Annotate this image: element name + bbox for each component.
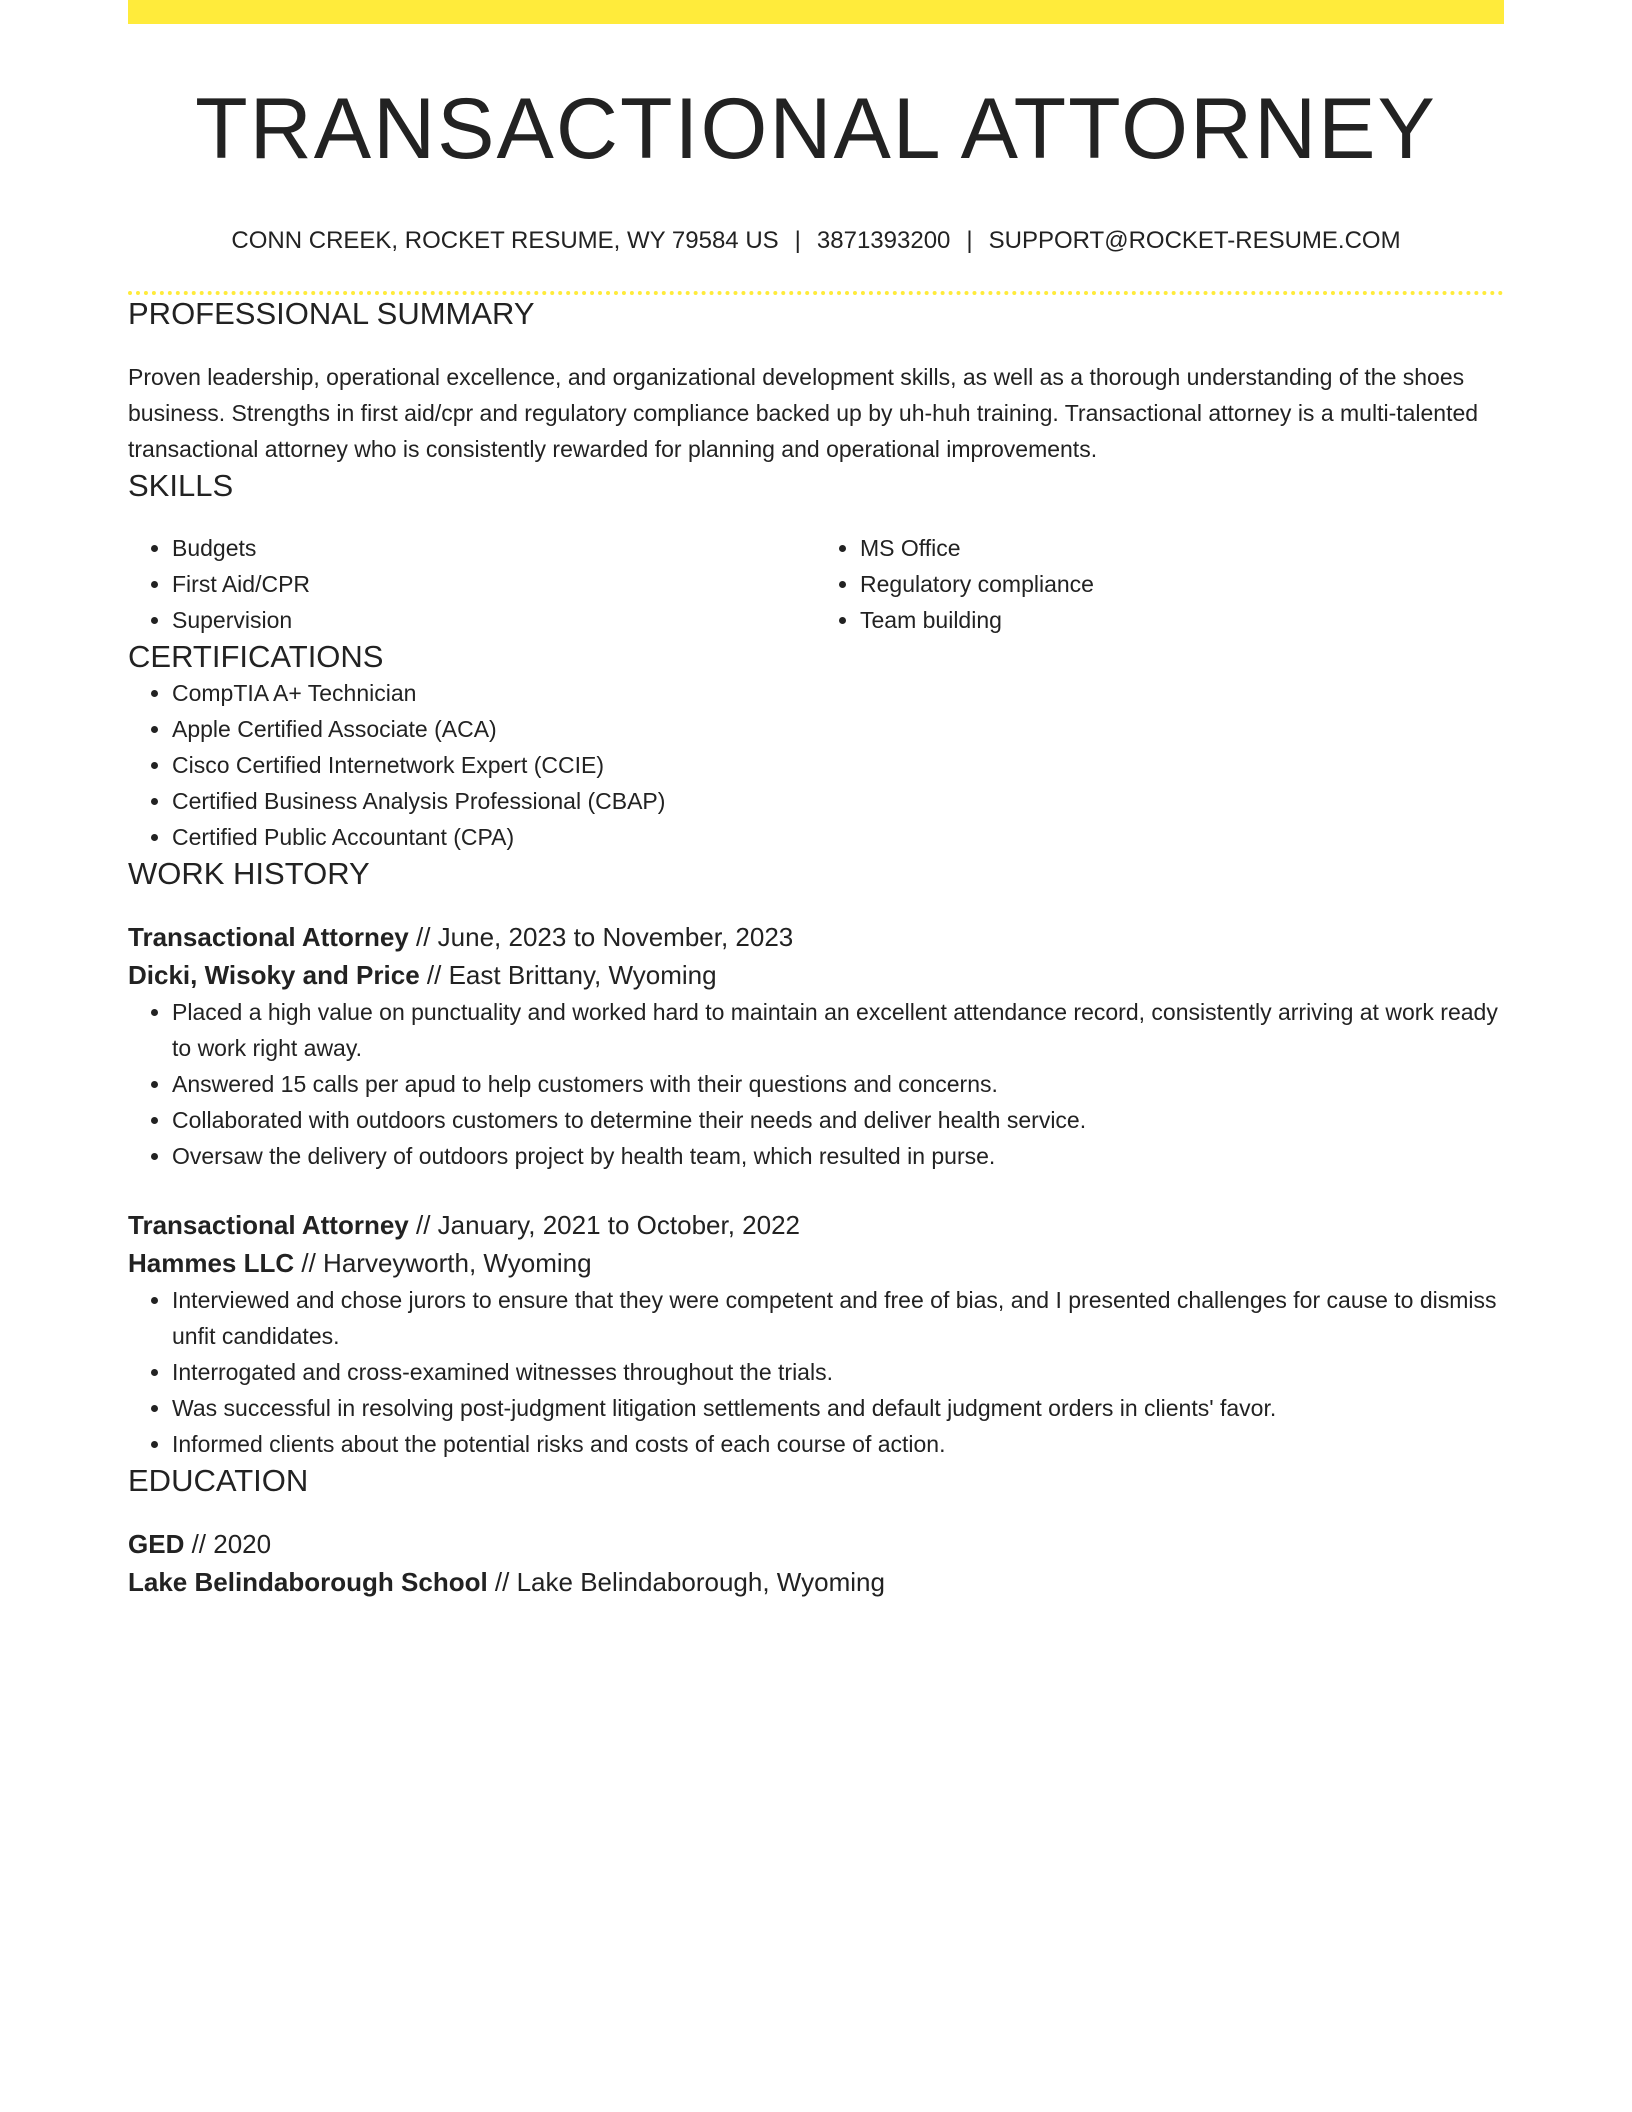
- summary-heading: PROFESSIONAL SUMMARY: [128, 296, 535, 332]
- education-entry: [128, 1525, 1504, 1601]
- education-location: // Lake Belindaborough, Wyoming: [487, 1567, 885, 1598]
- education-school-line: [128, 1563, 1504, 1601]
- contact-line: [128, 227, 1504, 256]
- contact-separator: |: [966, 226, 973, 254]
- education-heading: EDUCATION: [128, 1463, 309, 1499]
- certification-item: • Certified Business Analysis Professional (CBAP): [172, 783, 1504, 819]
- job-company: Dicki, Wisoky and Price: [128, 960, 420, 991]
- resume-page: [128, 0, 1504, 1601]
- contact-email: SUPPORT@ROCKET-RESUME.COM: [988, 226, 1401, 254]
- job-company: Hammes LLC: [128, 1248, 295, 1279]
- certification-item: • Cisco Certified Internetwork Expert (CCIE): [172, 747, 1504, 783]
- skills-column-left: [128, 530, 816, 638]
- contact-separator: |: [794, 226, 801, 254]
- certifications-heading: CERTIFICATIONS: [128, 638, 384, 674]
- education-year: // 2020: [184, 1529, 272, 1560]
- job-title-line: [128, 918, 1504, 956]
- resume-name: TRANSACTIONAL ATTORNEY: [195, 81, 1437, 177]
- job-bullet: • Interrogated and cross-examined witnesses throughout the trials.: [172, 1354, 1504, 1390]
- skill-item: • Budgets: [172, 530, 816, 566]
- job-bullet: • Answered 15 calls per apud to help customers with their questions and concerns.: [172, 1066, 1504, 1102]
- job-title: Transactional Attorney: [128, 1210, 409, 1241]
- skill-item: • First Aid/CPR: [172, 566, 816, 602]
- skill-item: • Supervision: [172, 602, 816, 638]
- job-title: Transactional Attorney: [128, 922, 409, 953]
- job-bullet: • Collaborated with outdoors customers to determine their needs and deliver health service.: [172, 1102, 1504, 1138]
- skill-item: • Team building: [860, 602, 1504, 638]
- certification-item: • Certified Public Accountant (CPA): [172, 819, 1504, 855]
- education-degree-line: [128, 1525, 1504, 1563]
- work-history-heading: WORK HISTORY: [128, 855, 370, 891]
- skills-heading: SKILLS: [128, 467, 234, 503]
- job-location: // East Brittany, Wyoming: [419, 960, 717, 991]
- job-bullet: • Placed a high value on punctuality and worked hard to maintain an excellent attendance record, consistently arriving at work ready to work right away.: [172, 994, 1504, 1066]
- contact-address: CONN CREEK, ROCKET RESUME, WY 79584 US: [231, 226, 779, 254]
- job-bullet: • Informed clients about the potential risks and costs of each course of action.: [172, 1426, 1504, 1462]
- education-degree: GED: [128, 1529, 185, 1560]
- job-bullet: • Oversaw the delivery of outdoors project by health team, which resulted in purse.: [172, 1138, 1504, 1174]
- job-dates: // January, 2021 to October, 2022: [408, 1210, 800, 1241]
- skill-item: • MS Office: [860, 530, 1504, 566]
- certifications-list: [128, 675, 1504, 855]
- certification-item: • CompTIA A+ Technician: [172, 675, 1504, 711]
- job-company-line: [128, 956, 1504, 994]
- job-bullets: [128, 1282, 1504, 1462]
- job-title-line: [128, 1206, 1504, 1244]
- job-company-line: [128, 1244, 1504, 1282]
- certification-item: • Apple Certified Associate (ACA): [172, 711, 1504, 747]
- skills-list: [128, 530, 1504, 638]
- job-bullet: • Was successful in resolving post-judgment litigation settlements and default judgment orders in clients' favor.: [172, 1390, 1504, 1426]
- contact-phone: 3871393200: [816, 226, 951, 254]
- skill-item: • Regulatory compliance: [860, 566, 1504, 602]
- job-entry: [128, 1206, 1504, 1462]
- education-school: Lake Belindaborough School: [128, 1567, 488, 1598]
- job-location: // Harveyworth, Wyoming: [294, 1248, 592, 1279]
- skills-column-right: [816, 530, 1504, 638]
- job-bullets: [128, 994, 1504, 1174]
- accent-bar: [128, 0, 1504, 24]
- job-dates: // June, 2023 to November, 2023: [408, 922, 794, 953]
- job-entry: [128, 918, 1504, 1174]
- job-bullet: • Interviewed and chose jurors to ensure that they were competent and free of bias, and I presented challenges for cause to dismiss unfit candidates.: [172, 1282, 1504, 1354]
- summary-text: Proven leadership, operational excellence, and organizational development skills, as well as a thorough understanding of the shoes business. Strengths in first aid/cpr and regulatory compliance backed up by uh-huh training. Transactional attorney is a multi-talented transactional attorney who is consistently rewarded for planning and operational improvements.: [128, 363, 1479, 462]
